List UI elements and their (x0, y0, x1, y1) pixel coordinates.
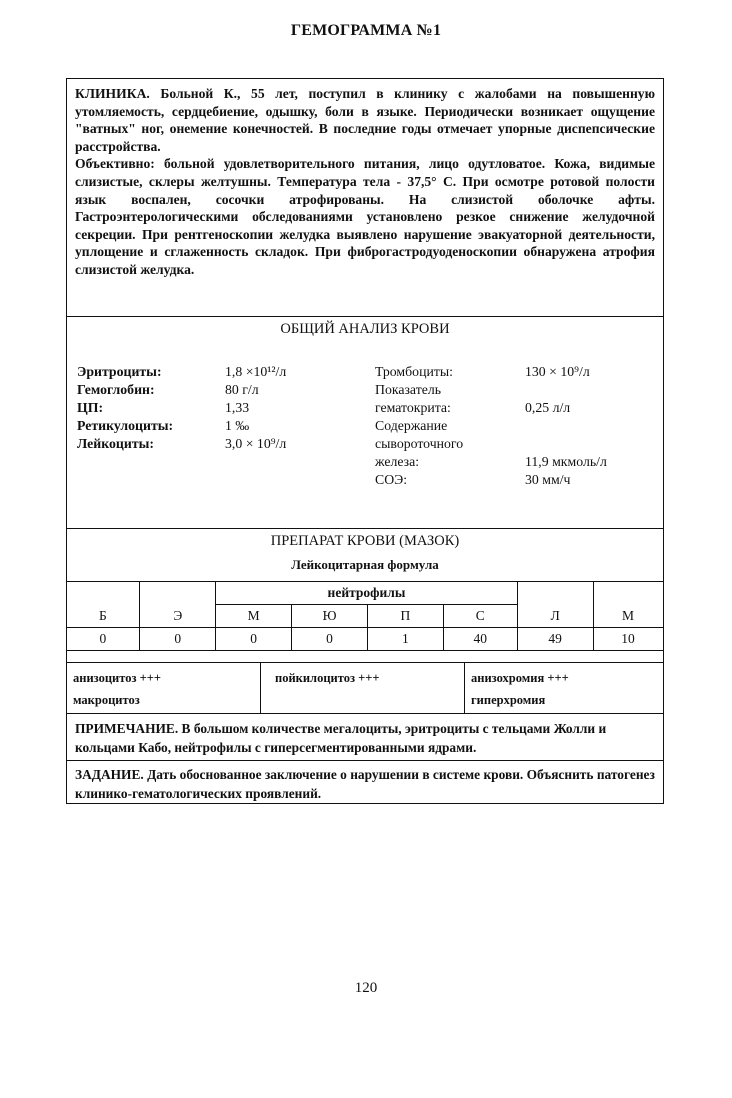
blood-right-label: гематокрита: (375, 400, 451, 415)
blood-right-label: Тромбоциты: (375, 364, 453, 379)
blood-right-value: 30 мм/ч (525, 472, 571, 487)
smear-heading: ПРЕПАРАТ КРОВИ (МАЗОК) (270, 533, 460, 549)
blood-left-value: 80 г/л (225, 382, 259, 397)
note-section: ПРИМЕЧАНИЕ. В большом количестве мегалоциты, эритроциты с тельцами Жолли и кольцами Кабо, нейтрофилы с гиперсегментированными ядрами. (67, 713, 663, 761)
blood-right-label: железа: (375, 454, 420, 469)
table-cell: 40 (443, 628, 517, 651)
blood-left-label: Лейкоциты: (77, 436, 154, 451)
table-cell: 49 (517, 628, 593, 651)
morphology-item: анизоцитоз +++ (73, 671, 162, 685)
morphology-item: анизохромия +++ (471, 671, 569, 685)
morphology-item: пойкилоцитоз +++ (275, 671, 380, 685)
blood-left-label: ЦП: (77, 400, 104, 415)
column-header-monocytes: М (593, 605, 663, 628)
morphology-item: макроцитоз (73, 693, 140, 707)
table-cell: 0 (216, 628, 292, 651)
clinic-complaints: КЛИНИКА. Больной К., 55 лет, поступил в клинику с жалобами на повышенную утомляемость, сердцебиение, одышку, боли в языке. Периодически возникает ощущение "ватных" ног, онемение конечностей. В последние годы отмечает упорные диспепсические расстройства. (75, 86, 655, 154)
morphology-item: гиперхромия (471, 693, 546, 707)
blood-left-value: 1 ‰ (225, 418, 250, 433)
column-header-lymphocytes: Л (517, 605, 593, 628)
leukocyte-formula-heading: Лейкоцитарная формула (291, 557, 439, 572)
blood-right-label: Показатель (375, 382, 442, 397)
table-cell (66, 582, 140, 605)
blood-left-label: Гемоглобин: (77, 382, 155, 397)
blood-analysis-section (67, 317, 663, 529)
column-header-basophils: Б (66, 605, 140, 628)
table-cell (140, 582, 216, 605)
table-cell (593, 582, 663, 605)
blood-right-value: 0,25 л/л (525, 400, 571, 415)
table-row (66, 628, 663, 651)
blood-left-label: Эритроциты: (77, 364, 162, 379)
morphology-cell (261, 663, 465, 714)
blood-left-value: 1,8 ×10¹²/л (225, 364, 287, 379)
blood-right-label: СОЭ: (375, 472, 408, 487)
clinic-section (67, 79, 663, 317)
column-header-segmented: С (443, 605, 517, 628)
hemogram-card (66, 78, 664, 804)
morphology-cell (67, 663, 261, 714)
table-row (66, 605, 663, 628)
table-cell: 10 (593, 628, 663, 651)
column-header-myelocytes: М (216, 605, 292, 628)
blood-smear-section (67, 529, 663, 713)
column-header-eosinophils: Э (140, 605, 216, 628)
table-cell: 0 (140, 628, 216, 651)
blood-right-label: Содержание (375, 418, 448, 433)
blood-left-value: 3,0 × 10⁹/л (225, 436, 287, 451)
page-title: ГЕМОГРАММА №1 (290, 22, 442, 39)
blood-right-value: 11,9 мкмоль/л (525, 454, 607, 469)
column-header-juvenile: Ю (292, 605, 368, 628)
task-section: ЗАДАНИЕ. Дать обоснованное заключение о нарушении в системе крови. Объяснить патогенез клинико-гематологических проявлений. (75, 767, 655, 801)
table-cell: 0 (66, 628, 140, 651)
blood-right-value: 130 × 10⁹/л (525, 364, 590, 379)
blood-left-value: 1,33 (225, 400, 250, 415)
table-cell: 1 (367, 628, 443, 651)
column-header-band: П (367, 605, 443, 628)
morphology-cell (465, 663, 665, 714)
erythrocyte-morphology-row (67, 662, 663, 714)
blood-analysis-heading: ОБЩИЙ АНАЛИЗ КРОВИ (280, 321, 450, 337)
page-number: 120 (354, 980, 378, 996)
table-cell: 0 (292, 628, 368, 651)
clinic-objective: Объективно: больной удовлетворительного питания, лицо одутловатое. Кожа, видимые слизистые, склеры желтушны. Температура тела - 37,5° С. При осмотре ротовой полости язык воспален, сосочки атрофированы. На слизистой оболочке афты. Гастроэнтерологическими обследованиями установлено резкое снижение желудочной секреции. При рентгеноскопии желудка выявлено нарушение эвакуаторной деятельности, уплощение и сглаженность складок. При фиброгастродуоденоскопии обнаружена атрофия слизистой желудка. (75, 156, 655, 277)
neutrophils-header: нейтрофилы (216, 582, 518, 605)
leukocyte-formula-table (66, 581, 664, 651)
blood-left-label: Ретикулоциты: (77, 418, 174, 433)
table-cell (517, 582, 593, 605)
table-row (66, 582, 663, 605)
blood-right-label: сывороточного (375, 436, 464, 451)
